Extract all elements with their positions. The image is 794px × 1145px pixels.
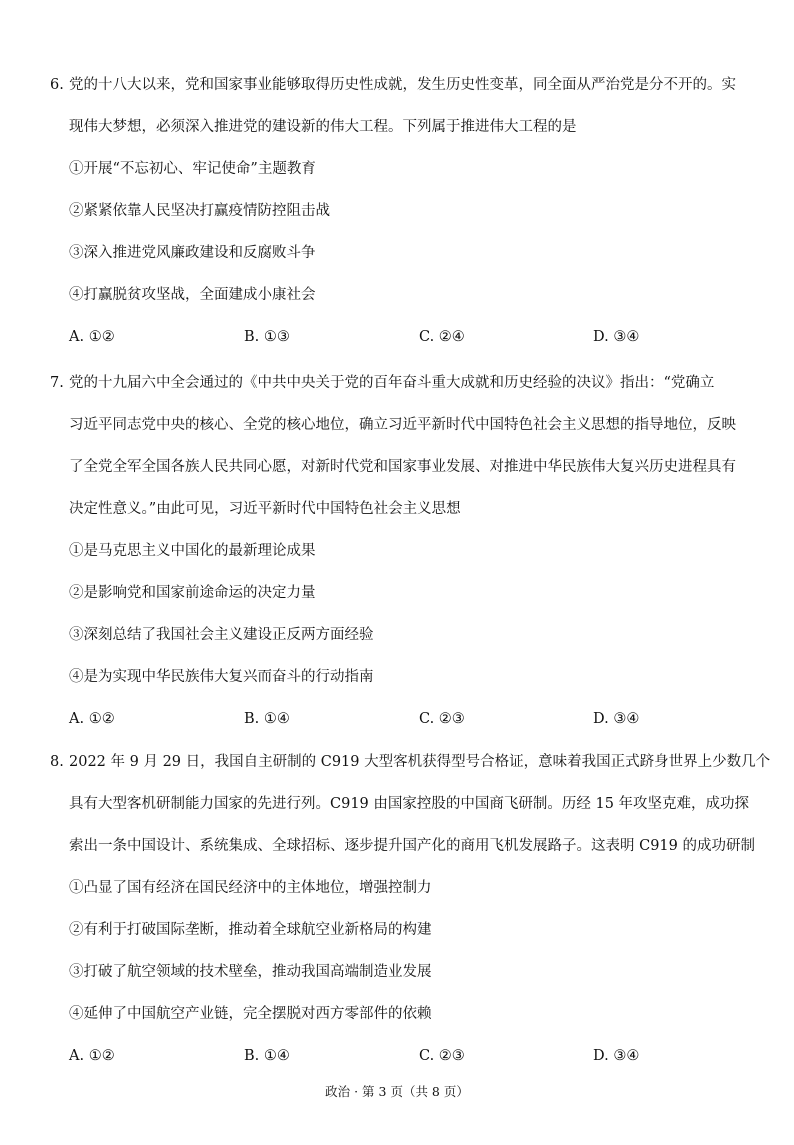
question-number: 8. [50,754,64,770]
choice-b: B. ①③ [244,329,290,345]
option-statement-2: ②有利于打破国际垄断，推动着全球航空业新格局的构建 [69,922,432,938]
option-statement-1: ①是马克思主义中国化的最新理论成果 [69,543,316,559]
option-statement-1: ①开展“不忘初心、牢记使命”主题教育 [69,161,316,177]
choice-d: D. ③④ [593,1048,640,1064]
question-8 [50,741,771,1077]
option-statement-3: ③深入推进党风廉政建设和反腐败斗争 [69,245,316,261]
question-stem-line: 现伟大梦想，必须深入推进党的建设新的伟大工程。下列属于推进伟大工程的是 [69,119,577,135]
answer-choices [50,698,750,740]
option-statement-4: ④是为实现中华民族伟大复兴而奋斗的行动指南 [69,669,374,685]
question-stem-line: 6. 党的十八大以来，党和国家事业能够取得历史性成就，发生历史性变革，同全面从严治党是分不开的。实 [50,64,750,106]
choice-b: B. ①④ [244,1048,290,1064]
answer-choices [50,1035,750,1077]
answer-choices [50,316,750,358]
option-statement-3: ③打破了航空领域的技术壁垒，推动我国高端制造业发展 [69,964,432,980]
question-number: 7. [50,375,64,391]
question-number: 6. [50,77,64,93]
question-stem-line: 决定性意义。”由此可见，习近平新时代中国特色社会主义思想 [69,501,461,517]
option-statement-2: ②紧紧依靠人民坚决打赢疫情防控阻击战 [69,203,330,219]
choice-d: D. ③④ [593,329,640,345]
option-statement-4: ④打赢脱贫攻坚战，全面建成小康社会 [69,287,316,303]
page-footer: 政治 · 第 3 页（共 8 页） [325,1084,469,1099]
choice-a: A. ①② [69,711,115,727]
question-stem-line: 了全党全军全国各族人民共同心愿，对新时代党和国家事业发展、对推进中华民族伟大复兴历史进程具有 [69,459,736,475]
question-stem-line: 习近平同志党中央的核心、全党的核心地位，确立习近平新时代中国特色社会主义思想的指导地位，反映 [69,417,736,433]
choice-c: C. ②③ [419,1048,465,1064]
question-stem-line: 具有大型客机研制能力国家的先进行列。C919 由国家控股的中国商飞研制。历经 15 年攻坚克难，成功探 [69,796,750,812]
question-stem-line: 索出一条中国设计、系统集成、全球招标、逐步提升国产化的商用飞机发展路子。这表明 C919 的成功研制 [69,838,755,854]
question-7 [50,362,750,740]
question-stem-line: 7. 党的十九届六中全会通过的《中共中央关于党的百年奋斗重大成就和历史经验的决议》指出：“党确立 [50,362,750,404]
question-6 [50,64,750,358]
option-statement-1: ①凸显了国有经济在国民经济中的主体地位，增强控制力 [69,880,432,896]
choice-a: A. ①② [69,1048,115,1064]
option-statement-3: ③深刻总结了我国社会主义建设正反两方面经验 [69,627,374,643]
choice-b: B. ①④ [244,711,290,727]
choice-d: D. ③④ [593,711,640,727]
choice-a: A. ①② [69,329,115,345]
choice-c: C. ②④ [419,329,465,345]
option-statement-4: ④延伸了中国航空产业链，完全摆脱对西方零部件的依赖 [69,1006,432,1022]
choice-c: C. ②③ [419,711,465,727]
option-statement-2: ②是影响党和国家前途命运的决定力量 [69,585,316,601]
question-stem-line: 8. 2022 年 9 月 29 日，我国自主研制的 C919 大型客机获得型号合格证，意味着我国正式跻身世界上少数几个 [50,741,750,783]
